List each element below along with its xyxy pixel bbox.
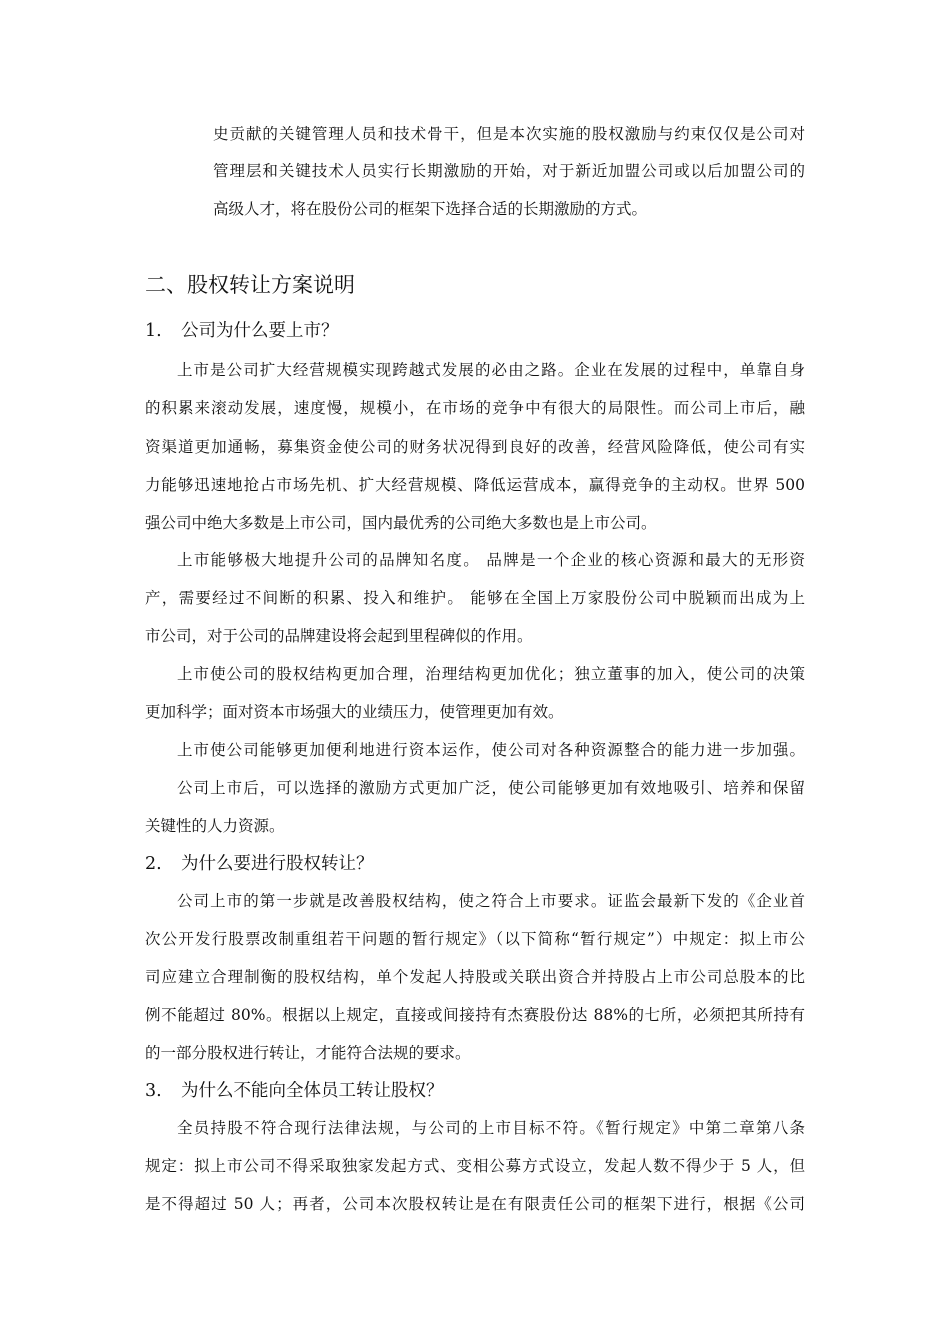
body-line: 公司上市后，可以选择的激励方式更加广泛，使公司能够更加有效地吸引、培养和保留 bbox=[177, 779, 805, 797]
body-line: 次公开发行股票改制重组若干问题的暂行规定》（以下简称“暂行规定”）中规定：拟上市公 bbox=[145, 930, 805, 948]
intro-line: 史贡献的关键管理人员和技术骨干，但是本次实施的股权激励与约束仅仅是公司对 bbox=[213, 125, 805, 143]
body-line: 例不能超过 80%。根据以上规定，直接或间接持有杰赛股份达 88%的七所，必须把其所持有 bbox=[145, 1006, 805, 1024]
body-line: 上市是公司扩大经营规模实现跨越式发展的必由之路。企业在发展的过程中，单靠自身 bbox=[177, 361, 805, 379]
body-line: 关键性的人力资源。 bbox=[145, 817, 285, 835]
body-line: 上市使公司的股权结构更加合理，治理结构更加优化；独立董事的加入，使公司的决策 bbox=[177, 665, 805, 683]
body-line: 司应建立合理制衡的股权结构，单个发起人持股或关联出资合并持股占上市公司总股本的比 bbox=[145, 968, 805, 986]
body-line: 市公司，对于公司的品牌建设将会起到里程碑似的作用。 bbox=[145, 627, 533, 645]
question-title: 为什么要进行股权转让？ bbox=[181, 854, 374, 874]
body-line: 的一部分股权进行转让，才能符合法规的要求。 bbox=[145, 1044, 471, 1062]
intro-line: 管理层和关键技术人员实行长期激励的开始，对于新近加盟公司或以后加盟公司的 bbox=[213, 162, 805, 180]
question-number: 3. bbox=[145, 1081, 162, 1101]
body-line: 上市能够极大地提升公司的品牌知名度。 品牌是一个企业的核心资源和最大的无形资 bbox=[177, 551, 805, 569]
question-number: 2. bbox=[145, 854, 162, 874]
body-line: 全员持股不符合现行法律法规，与公司的上市目标不符。《暂行规定》中第二章第八条 bbox=[177, 1119, 805, 1137]
question-number: 1. bbox=[145, 321, 162, 341]
body-line: 资渠道更加通畅，募集资金使公司的财务状况得到良好的改善，经营风险降低，使公司有实 bbox=[145, 438, 805, 456]
question-1-heading bbox=[145, 320, 339, 342]
body-line: 强公司中绝大多数是上市公司，国内最优秀的公司绝大多数也是上市公司。 bbox=[145, 514, 657, 532]
question-3-heading bbox=[145, 1080, 444, 1102]
intro-line: 高级人才，将在股份公司的框架下选择合适的长期激励的方式。 bbox=[213, 200, 648, 218]
body-line: 产，需要经过不间断的积累、投入和维护。 能够在全国上万家股份公司中脱颖而出成为上 bbox=[145, 589, 805, 607]
body-line: 的积累来滚动发展，速度慢，规模小，在市场的竞争中有很大的局限性。而公司上市后，融 bbox=[145, 399, 805, 417]
body-line: 公司上市的第一步就是改善股权结构，使之符合上市要求。证监会最新下发的《企业首 bbox=[177, 892, 805, 910]
question-title: 为什么不能向全体员工转让股权？ bbox=[181, 1081, 444, 1101]
question-title: 公司为什么要上市？ bbox=[181, 321, 339, 341]
body-line: 规定：拟上市公司不得采取独家发起方式、变相公募方式设立，发起人数不得少于 5 人，但 bbox=[145, 1157, 805, 1175]
question-2-heading bbox=[145, 853, 374, 875]
body-line: 力能够迅速地抢占市场先机、扩大经营规模、降低运营成本，赢得竞争的主动权。世界 500 bbox=[145, 476, 805, 494]
body-line: 更加科学；面对资本市场强大的业绩压力，使管理更加有效。 bbox=[145, 703, 564, 721]
body-line: 是不得超过 50 人；再者，公司本次股权转让是在有限责任公司的框架下进行，根据《公司 bbox=[145, 1195, 805, 1213]
body-line: 上市使公司能够更加便利地进行资本运作，使公司对各种资源整合的能力进一步加强。 bbox=[177, 741, 805, 759]
section-title: 二、股权转让方案说明 bbox=[145, 273, 355, 297]
